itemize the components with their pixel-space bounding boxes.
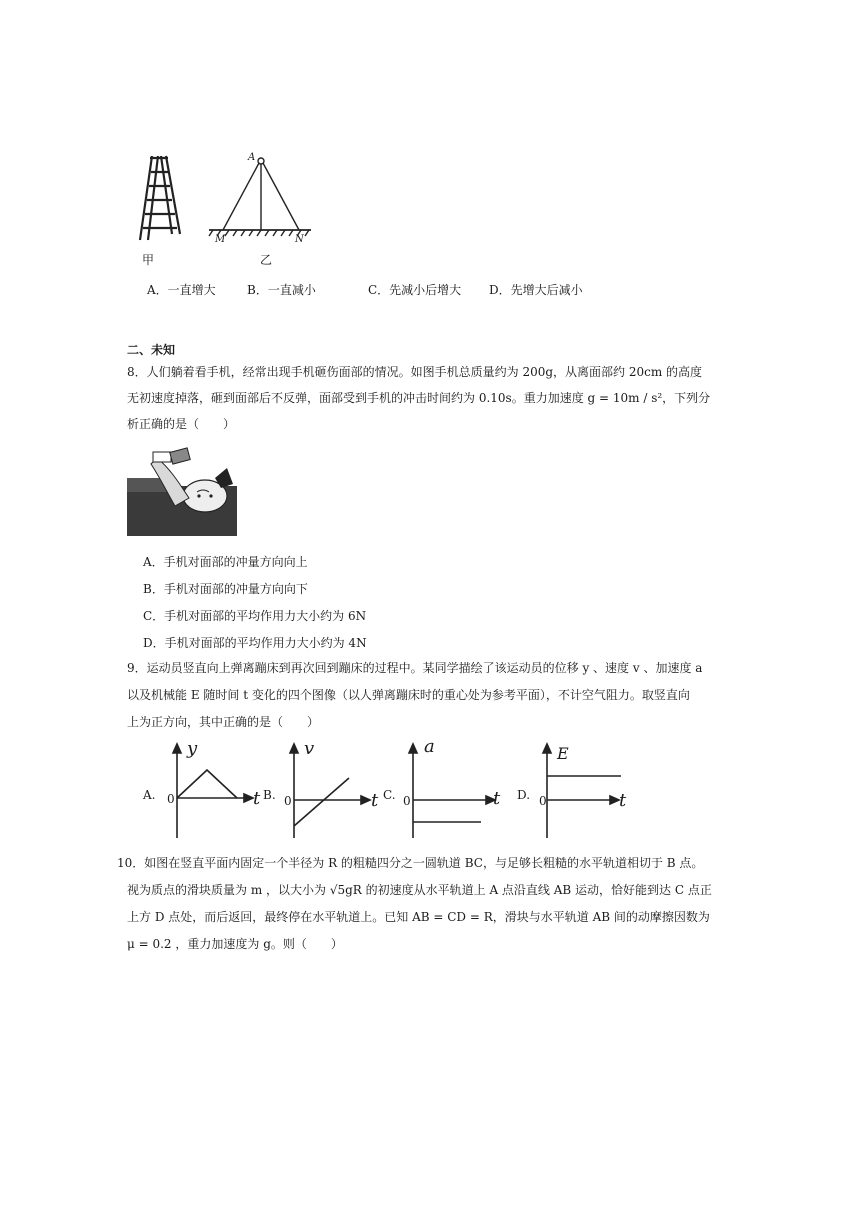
q8-option-b[interactable]: B．手机对面部的冲量方向向下 [143,582,308,596]
graph-b-option-label: B. [263,788,276,802]
graph-b-origin: 0 [284,794,292,808]
q8-option-a[interactable]: A．手机对面部的冲量方向向上 [143,555,308,569]
graph-c-y-label: a [424,736,435,757]
ladder-drawing [130,152,190,242]
q7-option-b[interactable]: B．一直减小 [247,283,316,297]
q8-line-3: 析正确的是（ ） [127,417,236,431]
graph-a[interactable] [143,738,268,842]
phone-illustration [127,448,237,536]
graph-d-y-label: E [557,744,569,763]
q7-option-c[interactable]: C．先减小后增大 [368,283,462,297]
graph-d-option-label: D. [517,788,531,802]
point-label-m: M [215,234,226,245]
graph-d-origin: 0 [539,794,547,808]
graph-b[interactable] [263,738,388,842]
figure-label-jia: 甲 [142,253,155,267]
q9-line-3: 上为正方向，其中正确的是（ ） [127,715,320,729]
graph-d-x-label: t [619,790,627,811]
graph-c-x-label: t [493,788,501,809]
ladder-figure [130,152,190,242]
q9-line-1: 9．运动员竖直向上弹离蹦床到再次回到蹦床的过程中。某同学描绘了该运动员的位移 y 、速度 v 、加速度 a [127,661,703,675]
graph-b-y-label: v [304,738,315,759]
phone-illustration-drawing [127,448,237,536]
graph-b-x-label: t [371,790,379,811]
figure-label-yi: 乙 [260,253,273,267]
graph-a-option-label: A. [143,788,156,802]
graph-a-x-label: t [253,788,261,809]
section-title: 二、未知 [127,343,176,357]
q10-line-1: 10．如图在竖直平面内固定一个半径为 R 的粗糙四分之一圆轨道 BC，与足够长粗糙的水平轨道相切于 B 点。 [117,856,704,870]
graph-c-option-label: C. [383,788,396,802]
q8-line-2: 无初速度掉落，砸到面部后不反弹，面部受到手机的冲击时间约为 0.10s。重力加速度 g = 10m / s²，下列分 [127,391,711,405]
graph-a-y-label: y [187,738,198,759]
graph-a-origin: 0 [167,792,175,806]
point-label-a: A [248,152,256,163]
graph-b-axes [263,742,388,842]
q8-line-1: 8．人们躺着看手机，经常出现手机砸伤面部的情况。如图手机总质量约为 200g，从离面部约 20cm 的高度 [127,365,703,379]
q10-line-4: μ = 0.2 ，重力加速度为 g。则（ ） [127,937,343,951]
q9-line-2: 以及机械能 E 随时间 t 变化的四个图像（以人弹离蹦床时的重心处为参考平面），不计空气阻力。取竖直向 [127,688,690,702]
triangle-figure [205,152,315,247]
graph-a-axes [143,742,268,842]
graph-d[interactable] [517,742,642,842]
q8-option-d[interactable]: D．手机对面部的平均作用力大小约为 4N [143,636,367,650]
q7-option-a[interactable]: A．一直增大 [147,283,216,297]
graph-c-axes [383,742,508,842]
graph-c[interactable] [383,736,508,842]
q10-line-3: 上方 D 点处，而后返回，最终停在水平轨道上。已知 AB = CD = R，滑块与水平轨道 AB 间的动摩擦因数为 [127,910,710,924]
q7-option-d[interactable]: D．先增大后减小 [489,283,583,297]
point-label-n: N [295,234,304,245]
graph-c-origin: 0 [403,794,411,808]
q10-line-2: 视为质点的滑块质量为 m ，以大小为 √5gR 的初速度从水平轨道上 A 点沿直线 AB 运动，恰好能到达 C 点正 [127,883,712,897]
q8-option-c[interactable]: C．手机对面部的平均作用力大小约为 6N [143,609,367,623]
